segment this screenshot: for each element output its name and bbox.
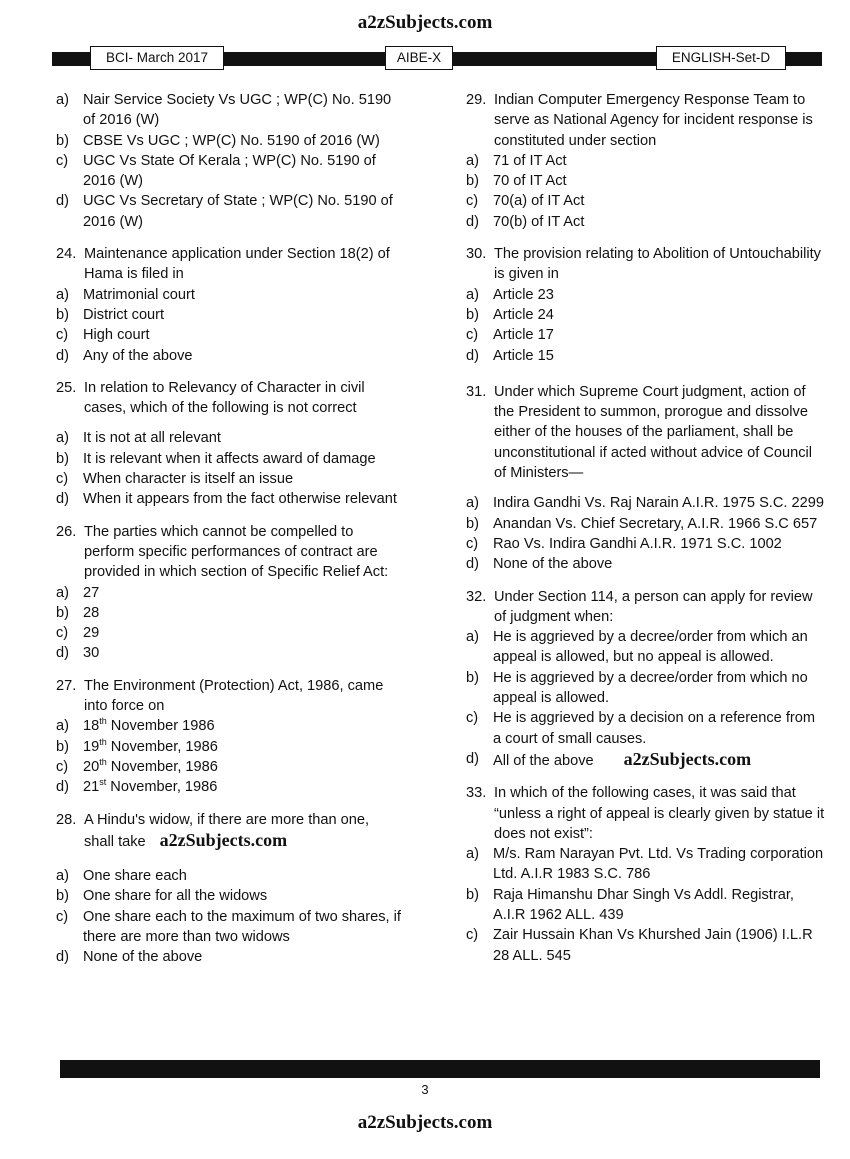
option-text: 20th November, 1986 bbox=[83, 757, 218, 775]
option bbox=[466, 514, 826, 534]
question-stem bbox=[56, 810, 406, 853]
option bbox=[466, 493, 826, 513]
option-text: All of the above a2zSubjects.com bbox=[493, 748, 752, 769]
question-stem bbox=[466, 244, 826, 285]
footer-bar bbox=[60, 1060, 820, 1078]
question-number: 24. bbox=[56, 246, 77, 263]
option-letter: b) bbox=[466, 306, 479, 323]
option bbox=[466, 554, 826, 574]
question-stem bbox=[56, 378, 406, 419]
option-letter: c) bbox=[466, 327, 479, 344]
option-letter: d) bbox=[56, 949, 69, 966]
question-text: The provision relating to Abolition of Untouchability is given in bbox=[494, 246, 821, 283]
question-stem bbox=[466, 783, 826, 844]
option-text: When it appears from the fact otherwise relevant bbox=[83, 491, 397, 508]
option-letter: a) bbox=[466, 629, 479, 646]
question-33 bbox=[466, 783, 826, 966]
option-text: It is relevant when it affects award of damage bbox=[83, 450, 376, 467]
option bbox=[56, 716, 406, 736]
option-text: Zair Hussain Khan Vs Khurshed Jain (1906) I.L.R 28 ALL. 545 bbox=[493, 927, 813, 964]
option bbox=[56, 777, 406, 797]
option-letter: d) bbox=[466, 556, 479, 573]
option-text: One share each bbox=[83, 868, 187, 885]
option-letter: b) bbox=[466, 173, 479, 190]
option-text: None of the above bbox=[83, 949, 203, 966]
option-text: He is aggrieved by a decree/order from which an appeal is allowed, but no appeal is allowed. bbox=[493, 629, 808, 666]
option-letter: a) bbox=[466, 495, 479, 512]
question-number: 31. bbox=[466, 383, 487, 400]
option-text: Any of the above bbox=[83, 347, 193, 364]
option-text: One share for all the widows bbox=[83, 888, 268, 905]
option-text: 19th November, 1986 bbox=[83, 736, 218, 755]
site-watermark-inline: a2zSubjects.com bbox=[623, 748, 752, 769]
right-column bbox=[466, 90, 826, 978]
question-stem bbox=[56, 244, 406, 285]
option bbox=[466, 627, 826, 668]
question-number: 32. bbox=[466, 588, 487, 605]
option-text: When character is itself an issue bbox=[83, 471, 294, 488]
option-text: Article 15 bbox=[493, 347, 554, 364]
option bbox=[56, 131, 406, 151]
option bbox=[466, 191, 826, 211]
question-text: In relation to Relevancy of Character in civil cases, which of the following is not correct bbox=[84, 379, 365, 417]
option bbox=[466, 749, 826, 771]
option-letter: a) bbox=[466, 846, 479, 863]
question-stem bbox=[466, 90, 826, 151]
option-text: One share each to the maximum of two shares, if there are more than two widows bbox=[83, 908, 401, 945]
option bbox=[466, 346, 826, 366]
option bbox=[56, 285, 406, 305]
option-letter: b) bbox=[56, 450, 69, 467]
option bbox=[56, 886, 406, 906]
option-letter: d) bbox=[56, 491, 69, 508]
option-letter: b) bbox=[466, 669, 479, 686]
option bbox=[466, 885, 826, 926]
question-number: 30. bbox=[466, 246, 487, 263]
option bbox=[56, 643, 406, 663]
option bbox=[56, 346, 406, 366]
option-letter: c) bbox=[56, 152, 69, 169]
option bbox=[466, 534, 826, 554]
option bbox=[466, 844, 826, 885]
option bbox=[56, 449, 406, 469]
option-text: 70 of IT Act bbox=[493, 173, 567, 190]
option-text: M/s. Ram Narayan Pvt. Ltd. Vs Trading corporation Ltd. A.I.R 1983 S.C. 786 bbox=[493, 846, 824, 883]
option bbox=[56, 489, 406, 509]
option-text: High court bbox=[83, 327, 150, 344]
option-letter: c) bbox=[56, 625, 69, 642]
option-letter: c) bbox=[466, 927, 479, 944]
question-text: Under which Supreme Court judgment, action of the President to summon, prorogue and dissolve either of the houses of the parliament, shall be unconstitutional if acted without advice of Council of Ministers— bbox=[494, 383, 813, 482]
option bbox=[56, 603, 406, 623]
option bbox=[466, 708, 826, 749]
question-text: Under Section 114, a person can apply for review of judgment when: bbox=[494, 588, 813, 625]
question-stem bbox=[56, 676, 406, 717]
option-letter: c) bbox=[466, 535, 479, 552]
question-number: 26. bbox=[56, 523, 77, 540]
question-number: 25. bbox=[56, 379, 77, 396]
site-watermark-bottom: a2zSubjects.com bbox=[357, 1112, 493, 1133]
question-number: 29. bbox=[466, 92, 487, 108]
question-text: Maintenance application under Section 18(2) of Hama is filed in bbox=[84, 246, 390, 283]
option-letter: d) bbox=[466, 213, 479, 230]
option-letter: b) bbox=[56, 888, 69, 905]
option-text: District court bbox=[83, 306, 165, 323]
option-text: Rao Vs. Indira Gandhi A.I.R. 1971 S.C. 1002 bbox=[493, 535, 782, 552]
option-letter: b) bbox=[56, 306, 69, 323]
option bbox=[466, 668, 826, 709]
option bbox=[56, 737, 406, 757]
option-letter: b) bbox=[56, 738, 69, 755]
question-stem bbox=[56, 522, 406, 583]
option bbox=[466, 325, 826, 345]
question-25 bbox=[56, 378, 406, 510]
header-set: ENGLISH-Set-D bbox=[656, 46, 786, 70]
option-text: 18th November 1986 bbox=[83, 716, 215, 735]
option-text: Article 17 bbox=[493, 327, 554, 344]
option-letter: d) bbox=[56, 347, 69, 364]
question-30 bbox=[466, 244, 826, 366]
option-text: Nair Service Society Vs UGC ; WP(C) No. 5190 of 2016 (W) bbox=[83, 92, 392, 129]
question-23-options bbox=[56, 90, 406, 232]
option bbox=[56, 191, 406, 232]
option-letter: a) bbox=[56, 868, 69, 885]
option-letter: b) bbox=[466, 886, 479, 903]
question-number: 33. bbox=[466, 785, 487, 802]
left-column bbox=[56, 90, 406, 980]
option-letter: d) bbox=[466, 347, 479, 364]
option-text: 30 bbox=[83, 645, 100, 662]
question-26 bbox=[56, 522, 406, 664]
question-27 bbox=[56, 676, 406, 798]
page-number: 3 bbox=[421, 1082, 429, 1097]
option-text: UGC Vs State Of Kerala ; WP(C) No. 5190 of 2016 (W) bbox=[83, 152, 376, 190]
option-letter: c) bbox=[56, 471, 69, 488]
option-letter: b) bbox=[56, 132, 69, 149]
option-letter: a) bbox=[56, 718, 69, 735]
question-text: In which of the following cases, it was said that “unless a right of appeal is clearly given by statue it does not exist”: bbox=[494, 785, 825, 842]
option-letter: c) bbox=[466, 710, 479, 727]
option-text: 71 of IT Act bbox=[493, 152, 567, 169]
header-exam-date: BCI- March 2017 bbox=[90, 46, 224, 70]
option-letter: a) bbox=[56, 430, 69, 447]
option-letter: c) bbox=[466, 193, 479, 210]
question-text: The Environment (Protection) Act, 1986, came into force on bbox=[84, 677, 384, 715]
site-watermark-top: a2zSubjects.com bbox=[357, 12, 493, 33]
option bbox=[56, 866, 406, 886]
option-text: Article 23 bbox=[493, 286, 554, 303]
option bbox=[466, 171, 826, 191]
option bbox=[56, 325, 406, 345]
option-text: Anandan Vs. Chief Secretary, A.I.R. 1966 S.C 657 bbox=[493, 515, 818, 532]
option-letter: c) bbox=[56, 327, 69, 344]
option-letter: b) bbox=[56, 604, 69, 621]
option bbox=[56, 305, 406, 325]
option bbox=[466, 925, 826, 966]
option bbox=[466, 285, 826, 305]
question-stem bbox=[466, 382, 826, 483]
question-31 bbox=[466, 382, 826, 575]
option-text: He is aggrieved by a decision on a reference from a court of small causes. bbox=[493, 710, 816, 747]
header-exam-name: AIBE-X bbox=[385, 46, 453, 70]
question-28 bbox=[56, 810, 406, 968]
option-letter: b) bbox=[466, 515, 479, 532]
question-stem bbox=[466, 587, 826, 628]
option-letter: d) bbox=[56, 779, 69, 796]
option bbox=[466, 212, 826, 232]
question-number: 27. bbox=[56, 677, 77, 694]
option-letter: a) bbox=[56, 584, 69, 601]
option-text: 29 bbox=[83, 625, 100, 642]
option-text: It is not at all relevant bbox=[83, 430, 221, 447]
question-number: 28. bbox=[56, 811, 77, 828]
option bbox=[466, 305, 826, 325]
question-29 bbox=[466, 90, 826, 232]
option-text: Indira Gandhi Vs. Raj Narain A.I.R. 1975 S.C. 2299 bbox=[493, 495, 824, 512]
option bbox=[56, 623, 406, 643]
option bbox=[466, 151, 826, 171]
option-letter: a) bbox=[466, 152, 479, 169]
option-letter: d) bbox=[56, 193, 69, 210]
option-text: He is aggrieved by a decree/order from which no appeal is allowed. bbox=[493, 669, 808, 707]
option-letter: a) bbox=[56, 92, 69, 108]
question-text: The parties which cannot be compelled to perform specific performances of contract are provided in which section of Specific Relief Act: bbox=[84, 523, 389, 581]
option bbox=[56, 907, 406, 948]
option bbox=[56, 757, 406, 777]
option-text: Raja Himanshu Dhar Singh Vs Addl. Registrar, A.I.R 1962 ALL. 439 bbox=[493, 886, 794, 923]
site-watermark-inline: a2zSubjects.com bbox=[159, 829, 288, 850]
question-text: A Hindu's widow, if there are more than one, shall take a2zSubjects.com bbox=[84, 811, 370, 850]
option-text: 70(a) of IT Act bbox=[493, 193, 585, 210]
option-letter: c) bbox=[56, 908, 69, 925]
option-text: 21st November, 1986 bbox=[83, 777, 218, 796]
option bbox=[56, 151, 406, 192]
option-letter: d) bbox=[56, 645, 69, 662]
option bbox=[56, 947, 406, 967]
option bbox=[56, 428, 406, 448]
option bbox=[56, 583, 406, 603]
question-32 bbox=[466, 587, 826, 772]
question-24 bbox=[56, 244, 406, 366]
option-text: CBSE Vs UGC ; WP(C) No. 5190 of 2016 (W) bbox=[83, 132, 380, 149]
option-text: Matrimonial court bbox=[83, 286, 195, 303]
option bbox=[56, 469, 406, 489]
option-text: 27 bbox=[83, 584, 100, 601]
option-text: Article 24 bbox=[493, 306, 554, 323]
option-text: None of the above bbox=[493, 556, 613, 573]
option-letter: a) bbox=[56, 286, 69, 303]
option bbox=[56, 90, 406, 131]
option-letter: c) bbox=[56, 758, 69, 775]
question-text: Indian Computer Emergency Response Team to serve as National Agency for incident response is constituted under section bbox=[494, 92, 813, 149]
option-text: UGC Vs Secretary of State ; WP(C) No. 5190 of 2016 (W) bbox=[83, 193, 393, 230]
option-text: 28 bbox=[83, 604, 100, 621]
option-letter: a) bbox=[466, 286, 479, 303]
option-text: 70(b) of IT Act bbox=[493, 213, 585, 230]
option-letter: d) bbox=[466, 750, 479, 767]
